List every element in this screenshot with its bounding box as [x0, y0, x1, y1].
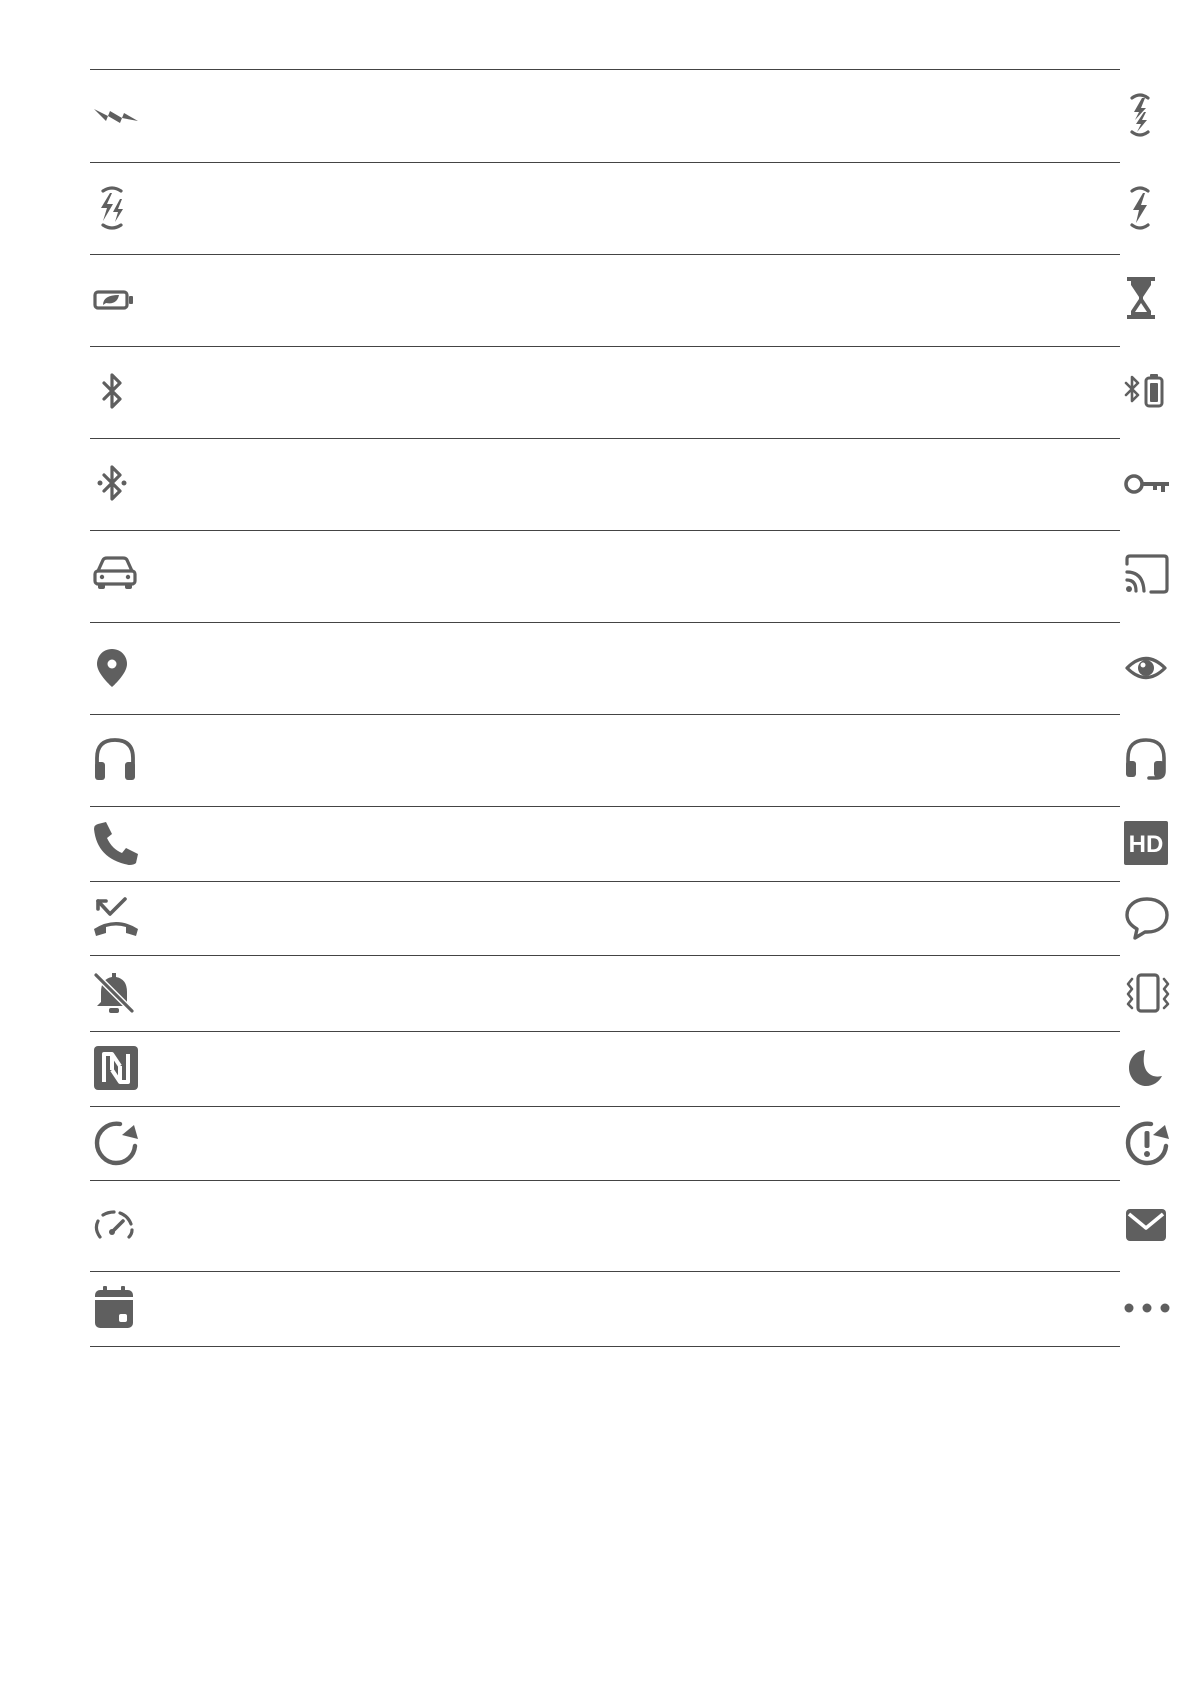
- table-cell: [605, 715, 1120, 806]
- table-row: [90, 70, 1120, 163]
- table-cell: [605, 163, 1120, 254]
- table-row: [90, 1181, 1120, 1272]
- table-cell: [605, 1181, 1120, 1271]
- table-cell: [90, 1181, 605, 1271]
- table-cell: [605, 1272, 1120, 1346]
- bluetooth-icon: [92, 369, 132, 415]
- table-cell: [605, 1107, 1120, 1180]
- table-cell: [605, 70, 1120, 162]
- silent-bell-icon: [92, 970, 136, 1016]
- message-bubble-icon: [1123, 895, 1171, 941]
- performance-mode-gauge-icon: [92, 1207, 136, 1243]
- table-cell: [605, 807, 1164, 881]
- table-cell: [90, 439, 605, 530]
- table-cell: [605, 956, 1120, 1031]
- calendar-event-icon: [92, 1284, 136, 1332]
- syncing-icon: [92, 1119, 140, 1167]
- email-icon: [1123, 1205, 1169, 1245]
- table-cell: [90, 715, 605, 806]
- missed-call-icon: [92, 895, 140, 941]
- table-row: [90, 1272, 1120, 1347]
- do-not-disturb-moon-icon: [1123, 1046, 1167, 1090]
- table-cell: [605, 623, 1120, 714]
- eye-comfort-icon: [1123, 653, 1169, 683]
- table-cell: [90, 956, 605, 1031]
- more-notifications-icon: [1123, 1300, 1171, 1316]
- table-cell: [605, 531, 1120, 622]
- table-row: [90, 347, 1120, 439]
- table-row: [90, 1032, 1120, 1107]
- table-cell: [90, 347, 605, 438]
- table-cell: [605, 255, 1120, 346]
- table-cell: [90, 1032, 605, 1106]
- sync-failed-icon: [1123, 1119, 1171, 1167]
- table-row: [90, 255, 1120, 347]
- status-icons-table: [90, 69, 1164, 1347]
- power-saving-battery-icon: [92, 288, 136, 312]
- table-cell: [90, 1272, 605, 1346]
- table-cell: [90, 807, 605, 881]
- nfc-icon: [92, 1044, 140, 1092]
- table-row: [90, 882, 1120, 956]
- bluetooth-connected-icon: [92, 461, 132, 507]
- table-cell: [90, 882, 605, 955]
- table-row: [90, 1107, 1120, 1181]
- table-cell: [605, 347, 1120, 438]
- phone-call-icon: [92, 819, 140, 867]
- wireless-charging-icon: [1123, 183, 1157, 233]
- driving-mode-car-icon: [92, 553, 138, 593]
- screen-cast-icon: [1123, 552, 1171, 596]
- hourglass-icon: [1123, 275, 1159, 321]
- table-cell: [90, 255, 605, 346]
- table-cell: [90, 623, 605, 714]
- table-row: [90, 807, 1164, 882]
- table-row: [90, 956, 1120, 1032]
- location-pin-icon: [92, 646, 132, 690]
- table-cell: [90, 531, 605, 622]
- bluetooth-battery-icon: [1123, 371, 1169, 411]
- headset-icon: [1123, 735, 1169, 783]
- table-cell: [605, 1032, 1120, 1106]
- table-row: [90, 439, 1120, 531]
- table-row: [90, 163, 1120, 255]
- vpn-key-icon: [1123, 469, 1171, 499]
- table-cell: [90, 70, 605, 162]
- table-cell: [605, 439, 1120, 530]
- vibrate-icon: [1123, 970, 1173, 1016]
- wireless-super-charging-icon: [1123, 90, 1157, 140]
- table-cell: [90, 1107, 605, 1180]
- high-voltage-charging-icon: [92, 103, 140, 129]
- headphones-icon: [92, 735, 138, 783]
- table-cell: [90, 163, 605, 254]
- svg-text:HD: HD: [1128, 831, 1164, 858]
- wireless-fast-charging-icon: [92, 183, 132, 233]
- table-row: [90, 531, 1120, 623]
- table-row: [90, 623, 1120, 715]
- hd-call-icon: [1123, 819, 1169, 867]
- table-row: [90, 715, 1120, 807]
- table-cell: [605, 882, 1120, 955]
